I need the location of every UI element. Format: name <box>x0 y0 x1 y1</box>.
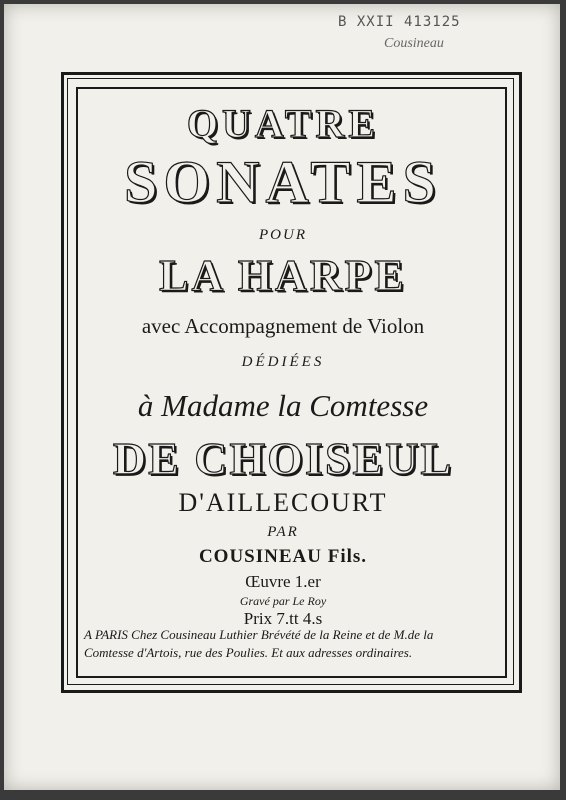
dedication-madame: à Madame la Comtesse <box>137 388 429 423</box>
composer-name: COUSINEAU Fils. <box>198 546 368 567</box>
shelfmark-stamp: B XXII 413125 <box>338 14 461 30</box>
title-sonates: SONATES <box>124 149 442 215</box>
dedication-label: DÉDIÉES <box>241 354 325 370</box>
price: Prix 7.tt 4.s <box>243 609 323 628</box>
title-quatre: QUATRE <box>186 101 380 146</box>
engraver-credit: Gravé par Le Roy <box>239 594 327 608</box>
handwritten-name: Cousineau <box>384 36 444 51</box>
imprint-line-2: Comtesse d'Artois, rue des Poulies. Et aux adresses ordinaires. <box>84 645 413 660</box>
subtitle-accompaniment: avec Accompagnement de Violon <box>141 314 425 338</box>
dedicatee-choiseul: DE CHOISEUL <box>112 433 454 484</box>
dedicatee-aillecourt: D'AILLECOURT <box>178 488 388 517</box>
imprint-line-1: A PARIS Chez Cousineau Luthier Brévété de la Reine et de M.de la <box>84 627 434 642</box>
by-label: PAR <box>267 524 299 540</box>
title-pour: POUR <box>259 227 307 243</box>
title-la-harpe: LA HARPE <box>159 251 407 300</box>
opus-number: Œuvre 1.er <box>245 572 321 591</box>
